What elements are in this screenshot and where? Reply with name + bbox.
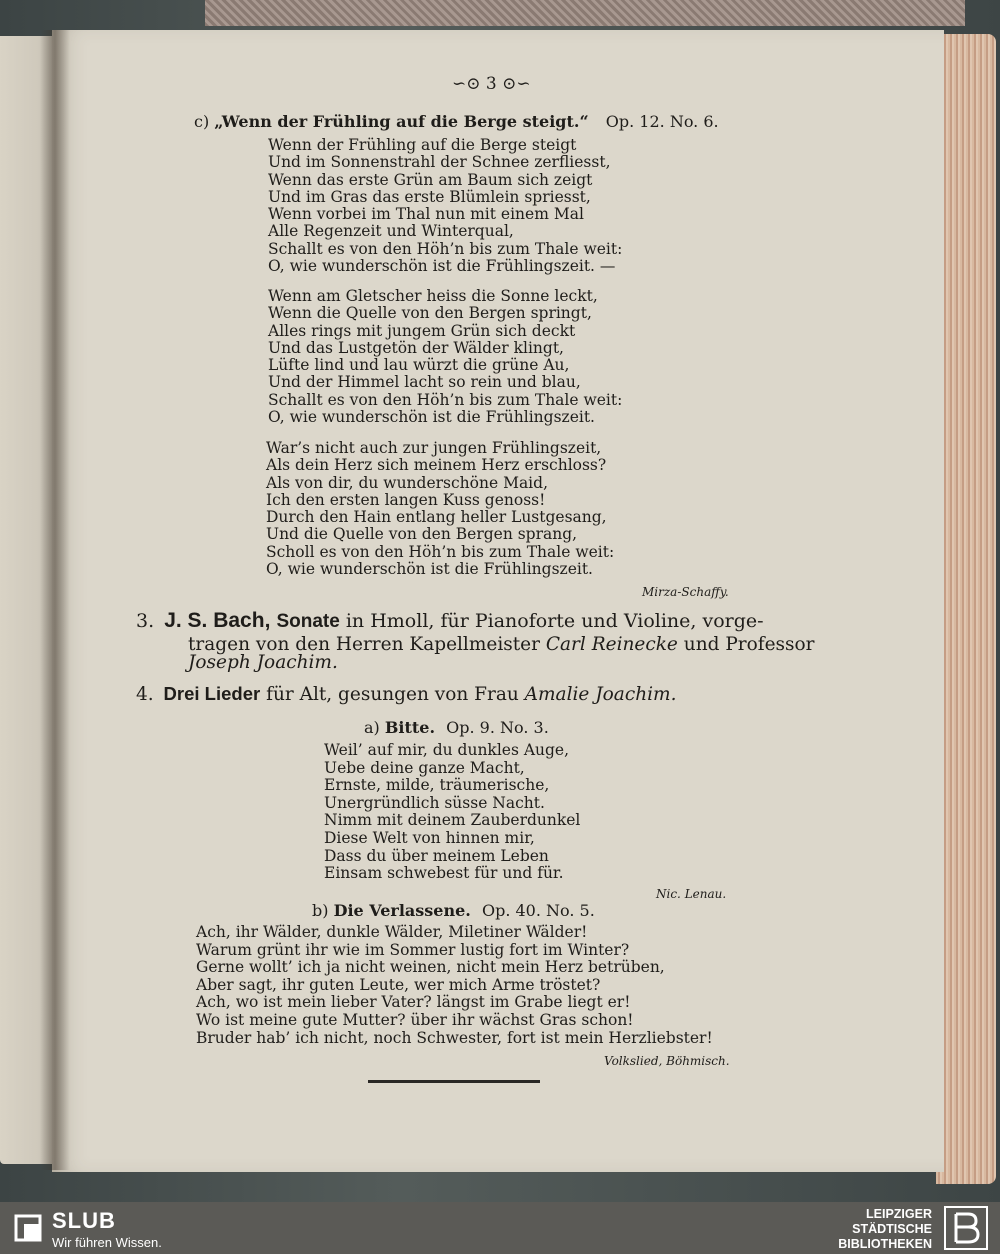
footer-bar <box>0 1202 1000 1254</box>
song-c-attribution: Mirza-Schaffy. <box>642 585 729 599</box>
program-item-3 <box>136 609 764 634</box>
page-number-value: 3 <box>485 74 497 94</box>
page-number <box>452 74 531 94</box>
song-a-heading <box>364 718 549 737</box>
song-c-stanza-1: Wenn der Frühling auf die Berge steigt Und im Sonnenstrahl der Schnee zerfliesst, Wenn das erste Grün am Baum sich zeigt Und im Gras das erste Blümlein spriesst, Wenn vorbei im Thal nun mit einem Mal Alle Regenzeit und Winterqual, Schallt es von den Höh’n bis zum Thale weit: O, wie wunderschön ist die Frühlingszeit. — <box>268 136 623 276</box>
song-a-text: Weil’ auf mir, du dunkles Auge, Uebe deine ganze Macht, Ernste, milde, träumerische, Unergründlich süsse Nacht. Nimm mit deinem Zauberdunkel Diese Welt von hinnen mir, Dass du über meinem Leben Einsam schwebest für und für. <box>324 741 581 883</box>
program-item-4 <box>136 682 676 707</box>
song-b-title: Die Verlassene. <box>333 901 471 920</box>
song-c-marker: c) <box>194 112 210 131</box>
ornament-right-icon: ⊙∽ <box>502 74 531 94</box>
item-3-work: Sonate <box>276 611 340 632</box>
song-b-attribution: Volkslied, Böhmisch. <box>604 1054 730 1068</box>
spine-shadow <box>40 30 70 1170</box>
song-c-opus: Op. 12. No. 6. <box>605 112 719 131</box>
item-4-description: für Alt, gesungen von Frau <box>266 684 519 705</box>
song-c-heading <box>194 112 719 131</box>
song-b-heading <box>312 901 595 920</box>
song-a-opus: Op. 9. No. 3. <box>446 718 549 737</box>
song-a-title: Bitte. <box>384 718 436 737</box>
song-b-text: Ach, ihr Wälder, dunkle Wälder, Miletiner Wälder! Warum grünt ihr wie im Sommer lustig fort im Winter? Gerne wollt’ ich ja nicht weinen, nicht mein Herz betrüben, Aber sagt, ihr guten Leute, wer mich Arme tröstet? Ach, wo ist mein lieber Vater? längst im Grabe liegt er! Wo ist meine gute Mutter? über ihr wächst Gras schon! Bruder hab’ ich nicht, noch Schwester, fort ist mein Herzliebster! <box>196 923 713 1047</box>
item-4-work: Drei Lieder <box>163 683 261 704</box>
library-logo-icon <box>944 1206 988 1250</box>
song-c-stanza-3: War’s nicht auch zur jungen Frühlingszeit, Als dein Herz sich meinem Herz erschloss? Als von dir, du wunderschöne Maid, Ich den ersten langen Kuss genoss! Durch den Hain entlang heller Lustgesang, Und die Quelle von den Bergen sprang, Scholl es von den Höh’n bis zum Thale weit: O, wie wunderschön ist die Frühlingszeit. <box>266 439 615 579</box>
item-3-performer-2: Joseph Joachim. <box>188 652 338 673</box>
item-3-description: in Hmoll, für Pianoforte und Violine, vorge- <box>345 610 764 632</box>
item-3-number: 3. <box>136 610 155 632</box>
song-b-marker: b) <box>312 901 329 920</box>
song-a-marker: a) <box>364 718 380 737</box>
slub-logo-icon <box>14 1214 42 1242</box>
library-name-line-3: BIBLIOTHEKEN <box>838 1237 932 1251</box>
page-edges <box>936 34 996 1184</box>
song-a-attribution: Nic. Lenau. <box>656 887 727 901</box>
end-rule <box>368 1080 540 1083</box>
song-c-title: „Wenn der Frühling auf die Berge steigt.“ <box>214 112 589 131</box>
item-3-conjunction: und Professor <box>683 634 815 655</box>
slub-name: SLUB <box>52 1208 116 1233</box>
ornament-left-icon: ∽⊙ <box>452 74 481 94</box>
library-name <box>838 1207 932 1252</box>
book-cover-top <box>205 0 965 26</box>
item-3-composer: J. S. Bach, <box>164 609 271 632</box>
item-4-number: 4. <box>136 684 154 705</box>
item-3-performed-by: tragen von den Herren Kapellmeister <box>188 634 540 655</box>
document-page <box>52 30 944 1172</box>
song-b-opus: Op. 40. No. 5. <box>481 901 595 920</box>
slub-tagline: Wir führen Wissen. <box>52 1235 162 1250</box>
item-3-performer-1: Carl Reinecke <box>545 634 678 655</box>
item-4-singer: Amalie Joachim. <box>524 684 677 705</box>
library-name-line-1: LEIPZIGER <box>866 1207 932 1221</box>
song-c-stanza-2: Wenn am Gletscher heiss die Sonne leckt, Wenn die Quelle von den Bergen springt, Alles rings mit jungem Grün sich deckt Und das Lustgetön der Wälder klingt, Lüfte lind und lau würzt die grüne Au, Und der Himmel lacht so rein und blau, Schallt es von den Höh’n bis zum Thale weit: O, wie wunderschön ist die Frühlingszeit. <box>268 287 623 427</box>
library-name-line-2: STÄDTISCHE <box>852 1222 932 1236</box>
